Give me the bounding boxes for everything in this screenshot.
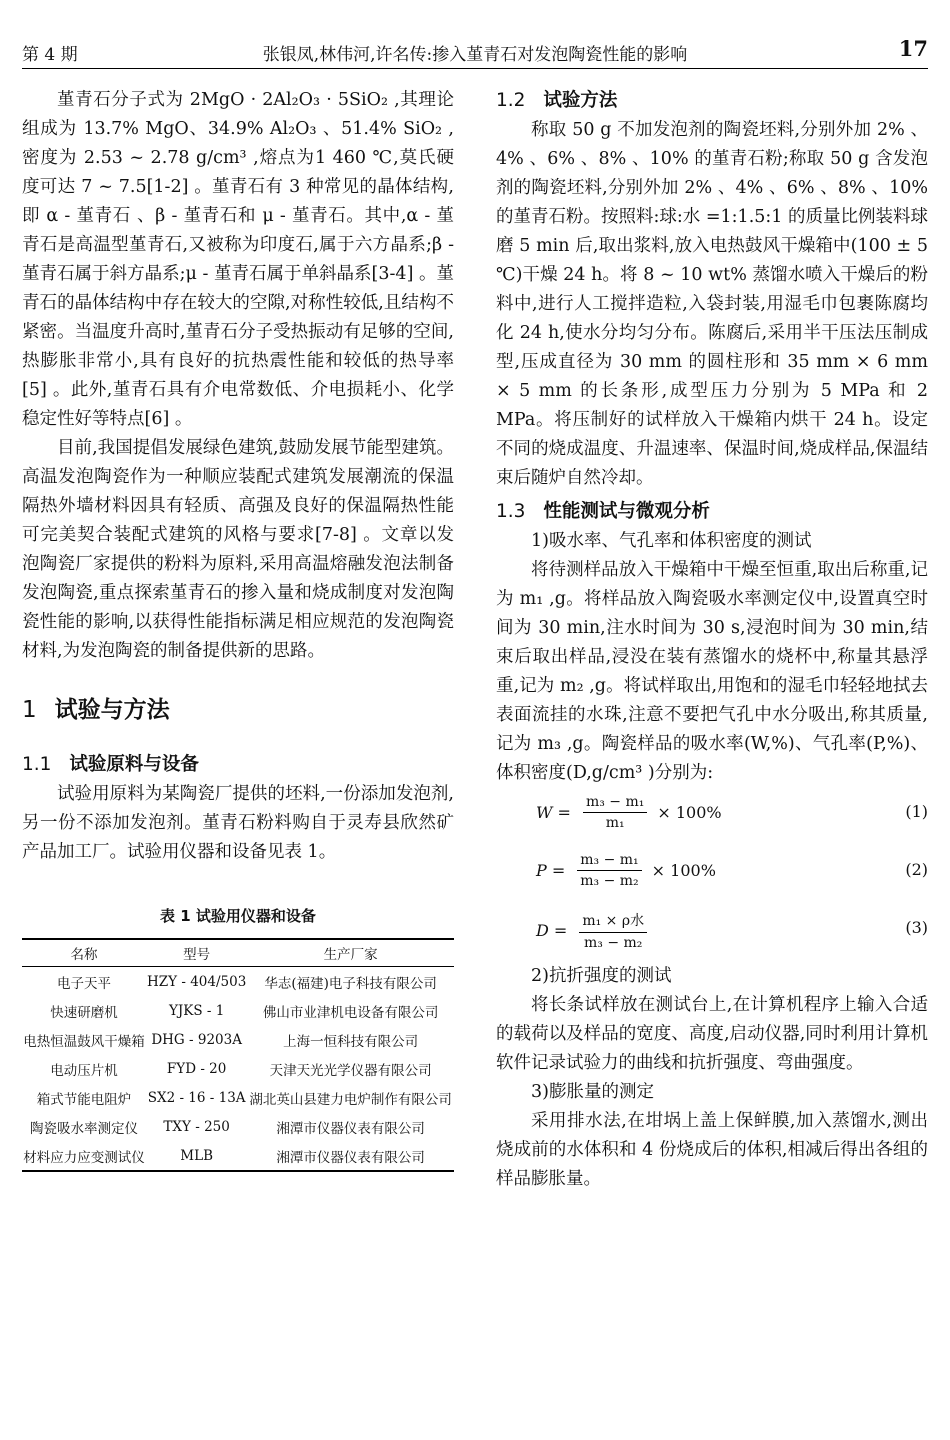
cell-manufacturer: 佛山市业津机电设备有限公司 — [262, 1004, 439, 1021]
cell-model: TXY - 250 — [163, 1118, 230, 1135]
denominator: m₃ − m₂ — [580, 873, 639, 889]
cell-manufacturer: 湘潭市仪器仪表有限公司 — [247, 1141, 454, 1171]
subsection-heading-1-2 — [496, 86, 928, 116]
paragraph-background: 目前,我国提倡发展绿色建筑,鼓励发展节能型建筑。高温发泡陶瓷作为一种顺应装配式建筑发展潮流的保温隔热外墙材料因具有轻质、高强及良好的保温隔热性能可完美契合装配式建筑的风格与要求[7-8] 。文章以发泡陶瓷厂家提供的粉料为原料,采用高温熔融发泡法制备发泡陶瓷,重点探索堇青石的掺入量和烧成制度对发泡陶瓷性能的影响,以获得性能指标满足相应规范的发泡陶瓷材料,为发泡陶瓷的制备提供新的思路。 — [22, 438, 454, 661]
paragraph-absorption-procedure: 将待测样品放入干燥箱中干燥至恒重,取出后称重,记为 m₁ ,g。将样品放入陶瓷吸水率测定仪中,设置真空时间为 30 min,注水时间为 30 s,浸泡时间为 30 min,结束后取出样品,浸没在装有蒸馏水的烧杯中,称量其悬浮重,记为 m₂ ,g。将试样取出,用饱和的湿毛巾轻轻地拭去表面流挂的水珠,注意不要把气孔中水分吸出,称其质量,记为 m₃ ,g。陶瓷样品的吸水率(W,%)、气孔率(P,%)、体积密度(D,g/cm³ )分别为: — [496, 560, 928, 783]
table-row — [22, 967, 454, 997]
section-title: 试验与方法 — [54, 697, 170, 723]
numerator: m₁ × ρ水 — [579, 910, 647, 933]
equation-porosity — [496, 846, 928, 904]
left-column — [22, 86, 454, 1172]
equation-water-absorption — [496, 788, 928, 846]
section-heading-1 — [22, 694, 454, 726]
subheading-absorption-test: 1)吸水率、气孔率和体积密度的测试 — [531, 531, 812, 551]
cell-model: DHG - 9203A — [151, 1031, 242, 1048]
paragraph-materials: 试验用原料为某陶瓷厂提供的坯料,一份添加发泡剂,另一份不添加发泡剂。堇青石粉料购自于灵寿县欣然矿产品加工厂。试验用仪器和设备见表 1。 — [22, 784, 454, 862]
equation-tail: × 100% — [651, 861, 716, 880]
equation-number: (3) — [905, 918, 928, 937]
cell-name: 电动压片机 — [50, 1062, 118, 1079]
table-row — [22, 1025, 454, 1054]
paragraph-method: 称取 50 g 不加发泡剂的陶瓷坯料,分别外加 2% 、4% 、6% 、8% 、10% 的堇青石粉;称取 50 g 含发泡剂的陶瓷坯料,分别外加 2% 、4% 、6% 、8% 、10% 的堇青石粉。按照料:球:水 =1:1.5:1 的质量比例装料球磨 5 min 后,取出浆料,放入电热鼓风干燥箱中(100 ± 5 ℃)干燥 24 h。将 8 ~ 10 wt% 蒸馏水喷入干燥后的粉料中,进行人工搅拌造粒,入袋封装,用湿毛巾包裹陈腐均化 24 h,使水分均匀分布。陈腐后,采用半干压法压制成型,压成直径为 30 mm 的圆柱形和 35 mm × 6 mm × 5 mm 的长条形,成型压力分别为 5 MPa 和 2 MPa。将压制好的试样放入干燥箱内烘干 24 h。设定不同的烧成温度、升温速率、保温时间,烧成样品,保温结束后随炉自然冷却。 — [496, 120, 928, 488]
numerator: m₃ − m₁ — [583, 794, 647, 813]
subsection-number: 1.1 — [22, 754, 52, 775]
table-row — [22, 1083, 454, 1112]
cell-manufacturer: 湖北英山县建力电炉制作有限公司 — [249, 1091, 452, 1108]
denominator: m₁ — [605, 815, 625, 831]
equation-lhs: D = — [536, 921, 568, 940]
cell-model: MLB — [146, 1141, 247, 1171]
subsection-title: 试验方法 — [543, 90, 618, 111]
table-row — [22, 1112, 454, 1141]
table-caption: 表 1 试验用仪器和设备 — [160, 907, 316, 925]
cell-manufacturer: 天津天光光学仪器有限公司 — [269, 1062, 432, 1079]
table-header-row — [22, 939, 454, 967]
fraction — [583, 794, 647, 831]
paragraph-cordierite-intro: 堇青石分子式为 2MgO · 2Al₂O₃ · 5SiO₂ ,其理论组成为 13.7% MgO、34.9% Al₂O₃ 、51.4% SiO₂ ,密度为 2.53 ~ 2.78 g/cm³ ,熔点为1 460 ℃,莫氏硬度可达 7 ~ 7.5[1-2] 。堇青石有 3 种常见的晶体结构,即 α - 堇青石 、β - 堇青石和 μ - 堇青石。其中,α - 堇青石是高温型堇青石,又被称为印度石,属于六方晶系;β - 堇青石属于斜方晶系;μ - 堇青石属于单斜晶系[3-4] 。堇青石的晶体结构中存在较大的空隙,对称性较低,且结构不紧密。当温度升高时,堇青石分子受热振动有足够的空间,热膨胀非常小,具有良好的抗热震性能和较低的热导率[5] 。此外,堇青石具有介电常数低、介电损耗小、化学稳定性好等特点[6] 。 — [22, 90, 454, 429]
cell-manufacturer: 上海一恒科技有限公司 — [283, 1033, 419, 1050]
equation-number: (2) — [905, 860, 928, 879]
running-title: 张银凤,林伟河,许名传:掺入堇青石对发泡陶瓷性能的影响 — [262, 45, 688, 65]
equation-number: (1) — [905, 802, 928, 821]
subsection-heading-1-1 — [22, 750, 454, 780]
running-header — [22, 38, 928, 69]
right-column — [496, 86, 928, 1194]
subsection-heading-1-3 — [496, 497, 928, 527]
subheading-expansion-test: 3)膨胀量的测定 — [531, 1082, 654, 1102]
subheading-flexural-test: 2)抗折强度的测试 — [531, 966, 672, 986]
subsection-number: 1.2 — [496, 90, 526, 111]
subsection-title: 试验原料与设备 — [69, 754, 199, 775]
column-header-model: 型号 — [146, 939, 247, 967]
cell-name: 箱式节能电阻炉 — [36, 1091, 132, 1108]
cell-name: 材料应力应变测试仪 — [22, 1141, 146, 1171]
cell-manufacturer: 湘潭市仪器仪表有限公司 — [276, 1120, 425, 1137]
cell-manufacturer: 华志(福建)电子科技有限公司 — [264, 975, 437, 992]
cell-name: 陶瓷吸水率测定仪 — [29, 1120, 138, 1137]
paragraph-flexural-procedure: 将长条试样放在测试台上,在计算机程序上输入合适的载荷以及样品的宽度、高度,启动仪器,同时利用计算机软件记录试验力的曲线和抗折强度、弯曲强度。 — [496, 995, 928, 1073]
cell-model: SX2 - 16 - 13A — [147, 1089, 246, 1106]
page-number: 17 — [898, 36, 928, 61]
equation-lhs: W = — [536, 803, 571, 822]
subsection-number: 1.3 — [496, 501, 526, 522]
cell-model: YJKS - 1 — [168, 1002, 225, 1019]
column-header-manufacturer: 生产厂家 — [247, 939, 454, 967]
section-number: 1 — [22, 697, 37, 723]
equation-tail: × 100% — [657, 803, 722, 822]
fraction — [577, 852, 641, 889]
cell-model: FYD - 20 — [166, 1060, 227, 1077]
cell-name: 电子天平 — [56, 975, 111, 992]
equation-lhs: P = — [536, 861, 566, 880]
subsection-title: 性能测试与微观分析 — [543, 501, 710, 522]
column-header-name: 名称 — [22, 939, 146, 967]
cell-name: 快速研磨机 — [50, 1004, 118, 1021]
cell-name: 电热恒温鼓风干燥箱 — [23, 1033, 145, 1050]
numerator: m₃ − m₁ — [577, 852, 641, 871]
table-row — [22, 1054, 454, 1083]
paragraph-expansion-procedure: 采用排水法,在坩埚上盖上保鲜膜,加入蒸馏水,测出烧成前的水体积和 4 份烧成后的体积,相减后得出各组的样品膨胀量。 — [496, 1111, 928, 1189]
fraction — [579, 910, 647, 951]
equipment-table — [22, 938, 454, 1172]
issue-number: 第 4 期 — [22, 45, 78, 65]
cell-model: HZY - 404/503 — [147, 973, 247, 990]
denominator: m₃ − m₂ — [584, 935, 643, 951]
table-row — [22, 996, 454, 1025]
table-row — [22, 1141, 454, 1171]
equation-bulk-density — [496, 904, 928, 962]
